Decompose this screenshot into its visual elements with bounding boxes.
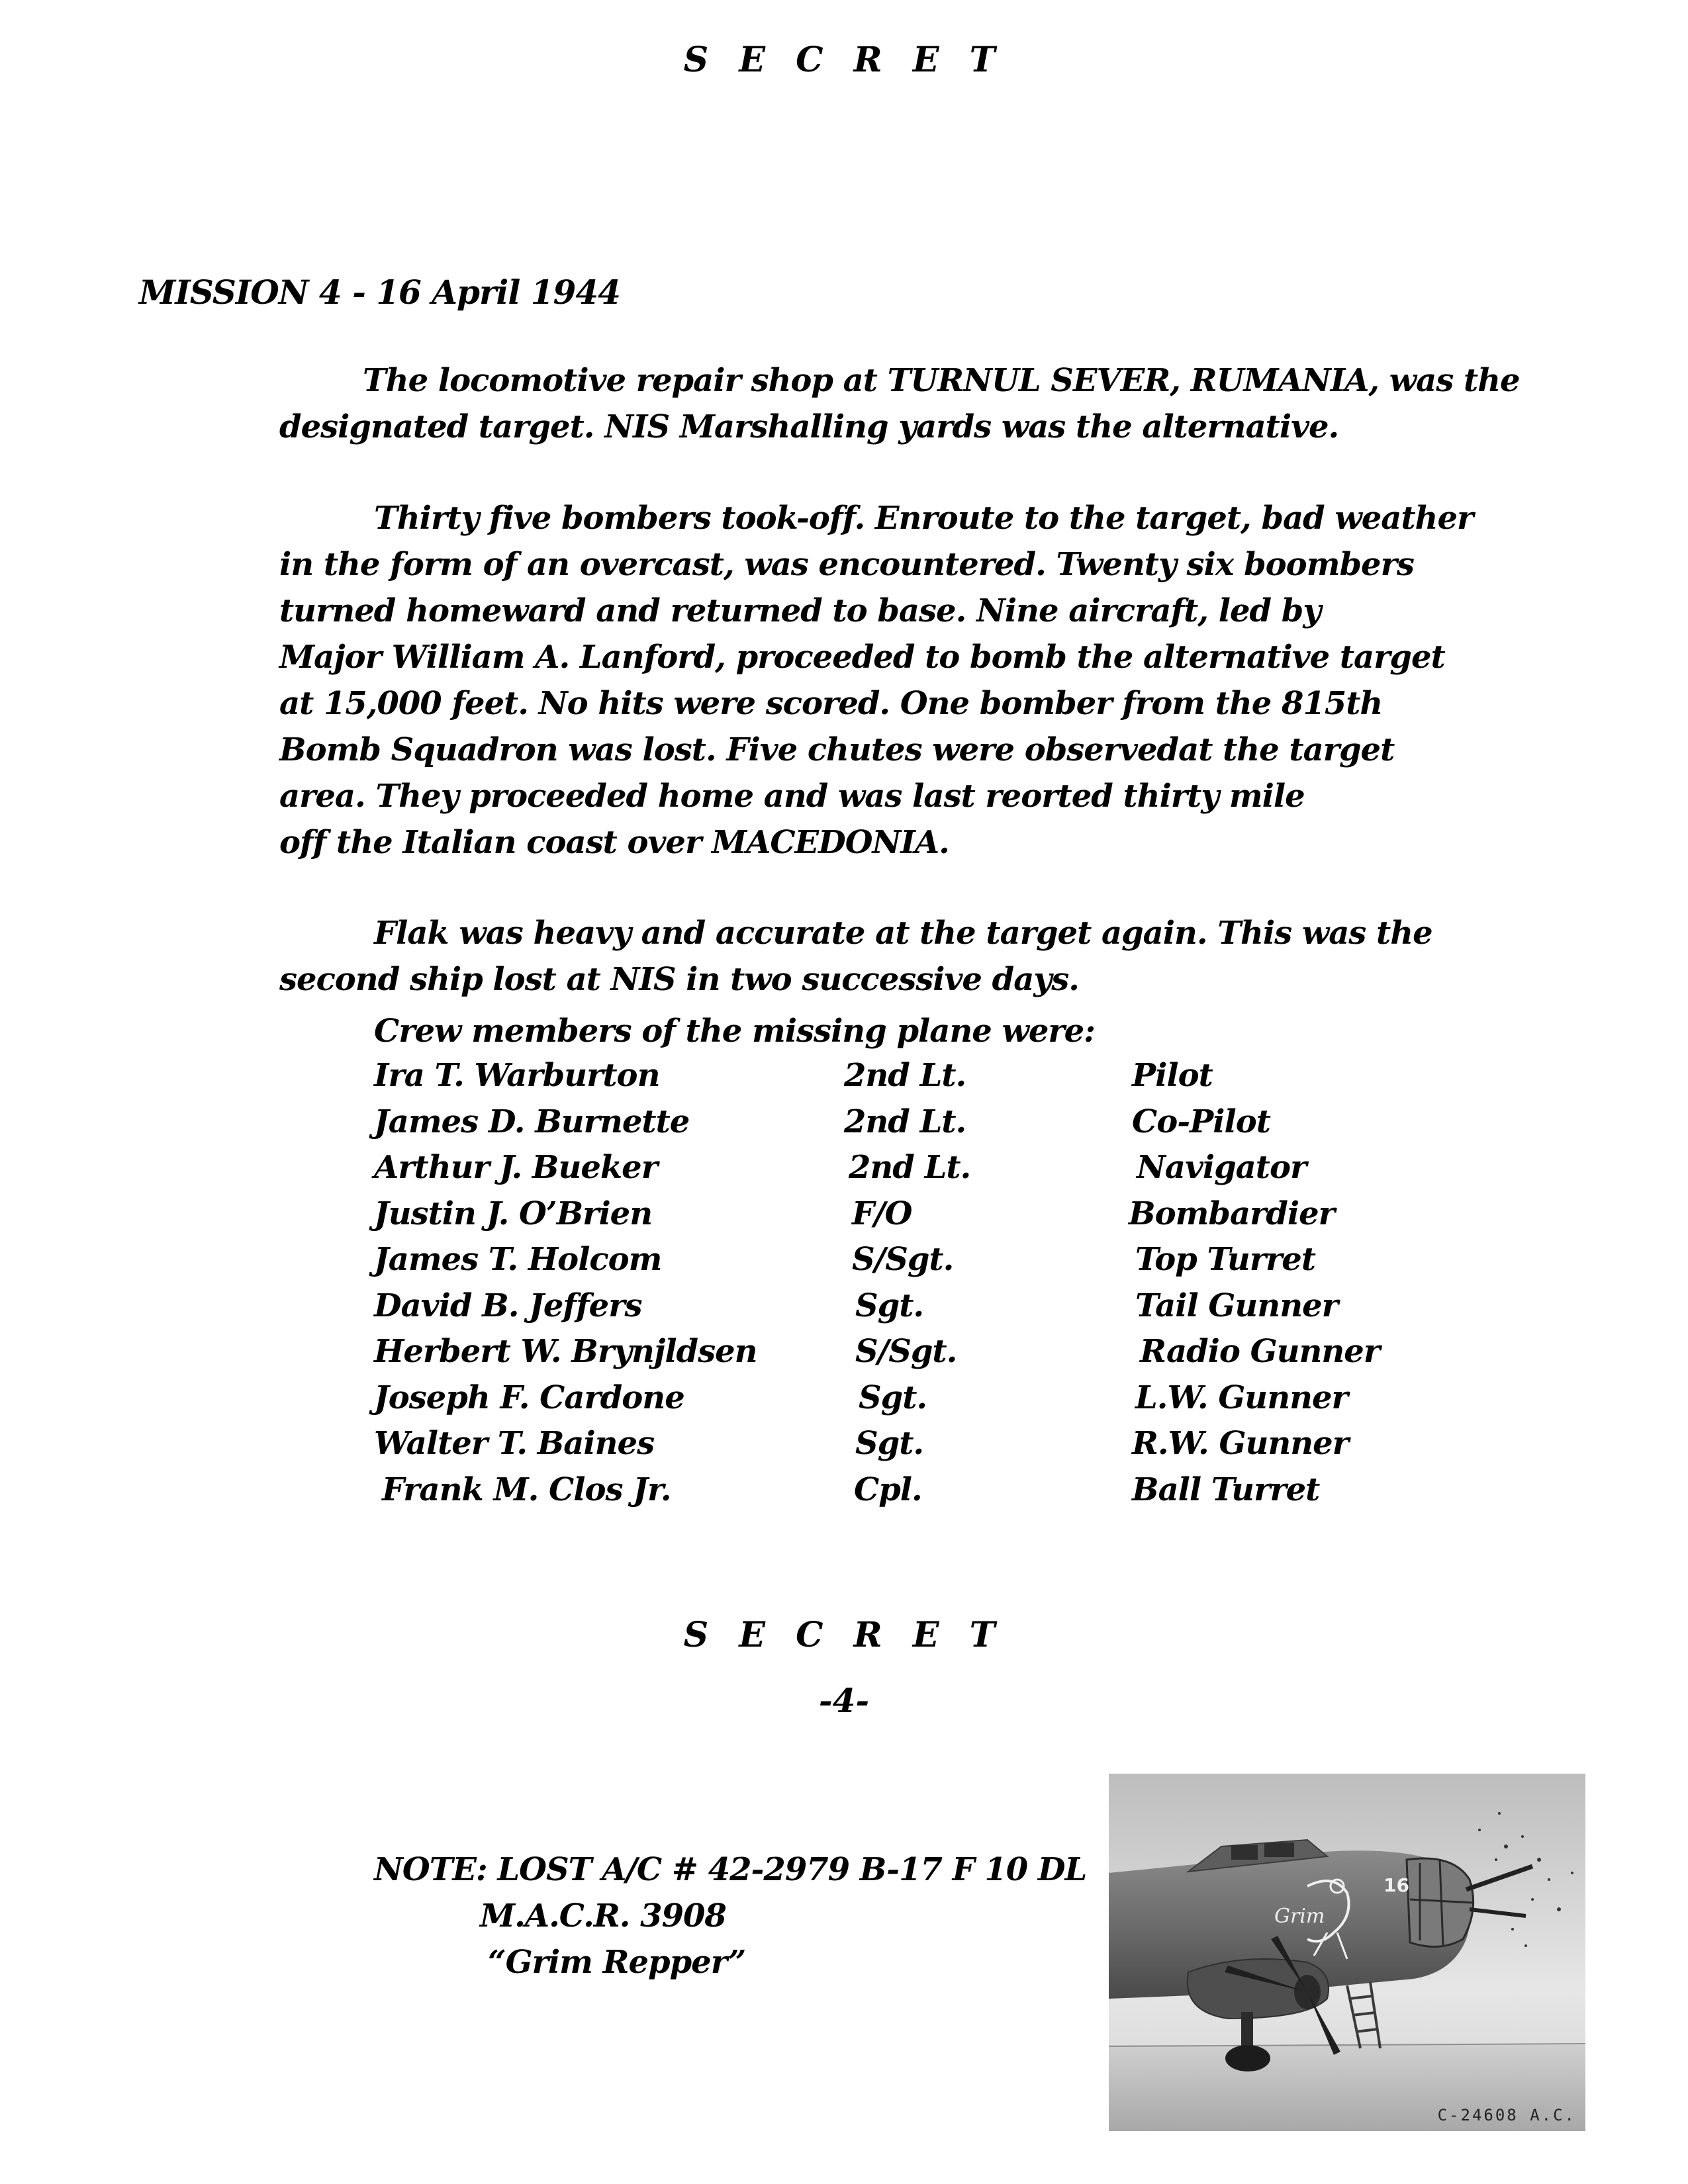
crew-name: Justin J. O’Brien [374, 1195, 653, 1232]
crew-rank: 2nd Lt. [849, 1149, 971, 1186]
crew-rank: 2nd Lt. [844, 1103, 966, 1140]
paragraph2-line: at 15,000 feet. No hits were scored. One bomber from the 815th [279, 685, 1383, 722]
nose-art-text: Grim [1274, 1905, 1325, 1928]
crew-name: James T. Holcom [374, 1241, 662, 1278]
crew-rank: S/Sgt. [852, 1241, 954, 1278]
note-block [374, 1846, 1086, 1985]
crew-name: Herbert W. Brynjldsen [374, 1333, 757, 1370]
mission-heading: MISSION 4 - 16 April 1944 [139, 273, 620, 312]
crew-name: Frank M. Clos Jr. [382, 1471, 671, 1508]
crew-intro: Crew members of the missing plane were: [374, 1013, 1095, 1050]
crew-row [374, 1425, 1433, 1471]
paragraph1-line: The locomotive repair shop at TURNUL SEVER, RUMANIA, was the [363, 362, 1520, 399]
paragraph3-line: second ship lost at NIS in two successive days. [279, 961, 1079, 998]
crew-rank: 2nd Lt. [844, 1057, 966, 1094]
paragraph2-line: off the Italian coast over MACEDONIA. [279, 824, 949, 861]
crew-role: Radio Gunner [1140, 1333, 1380, 1370]
crew-name: Ira T. Warburton [374, 1057, 660, 1094]
crew-role: Bombardier [1129, 1195, 1335, 1232]
crew-row [374, 1333, 1433, 1379]
crew-role: Navigator [1137, 1149, 1307, 1186]
page-number: -4- [818, 1681, 870, 1720]
crew-role: Ball Turret [1132, 1471, 1320, 1508]
crew-row [374, 1379, 1433, 1426]
classification-footer: S E C R E T [683, 1615, 1005, 1655]
classification-header: S E C R E T [683, 40, 1005, 80]
nose-number: 16 [1383, 1874, 1409, 1896]
paragraph2-line: Thirty five bombers took-off. Enroute to the target, bad weather [374, 500, 1474, 537]
crew-name: Walter T. Baines [374, 1425, 655, 1462]
crew-name: Arthur J. Bueker [374, 1149, 657, 1186]
paragraph2-line: area. They proceeded home and was last reorted thirty mile [279, 778, 1305, 815]
crew-role: Tail Gunner [1135, 1287, 1338, 1324]
crew-row [374, 1195, 1433, 1242]
crew-rank: F/O [852, 1195, 912, 1232]
paragraph2-line: Bomb Squadron was lost. Five chutes were observedat the target [279, 731, 1395, 768]
crew-role: Pilot [1132, 1057, 1213, 1094]
crew-role: Co-Pilot [1132, 1103, 1270, 1140]
paragraph3-line: Flak was heavy and accurate at the target again. This was the [374, 915, 1432, 952]
crew-rank: Sgt. [859, 1379, 927, 1416]
note-line-macr: M.A.C.R. 3908 [480, 1897, 726, 1934]
paragraph1-line: designated target. NIS Marshalling yards was the alternative. [279, 408, 1339, 445]
crew-row [374, 1471, 1433, 1518]
paragraph2-line: Major William A. Lanford, proceeded to bomb the alternative target [279, 639, 1445, 676]
crew-role: Top Turret [1135, 1241, 1315, 1278]
crew-rank: Sgt. [855, 1425, 924, 1462]
crew-row [374, 1057, 1433, 1103]
crew-row [374, 1287, 1433, 1334]
crew-role: R.W. Gunner [1132, 1425, 1348, 1462]
note-line-aircraft: NOTE: LOST A/C # 42-2979 B-17 F 10 DL [374, 1851, 1087, 1888]
crew-name: Joseph F. Cardone [374, 1379, 684, 1416]
crew-table [374, 1057, 1433, 1517]
paragraph2-line: in the form of an overcast, was encountered. Twenty six boombers [279, 546, 1414, 583]
photo-caption: C-24608 A.C. [1437, 2106, 1576, 2124]
crew-name: James D. Burnette [374, 1103, 690, 1140]
b17-bomber-illustration [1109, 1774, 1585, 2131]
crew-row [374, 1103, 1433, 1150]
crew-role: L.W. Gunner [1135, 1379, 1348, 1416]
crew-rank: Cpl. [854, 1471, 922, 1508]
crew-name: David B. Jeffers [374, 1287, 642, 1324]
crew-row [374, 1241, 1433, 1287]
aircraft-photo [1109, 1774, 1585, 2131]
crew-rank: Sgt. [855, 1287, 924, 1324]
crew-rank: S/Sgt. [855, 1333, 957, 1370]
crew-row [374, 1149, 1433, 1195]
paragraph2-line: turned homeward and returned to base. Nine aircraft, led by [279, 592, 1321, 629]
note-line-nickname: “Grim Repper” [488, 1944, 746, 1981]
